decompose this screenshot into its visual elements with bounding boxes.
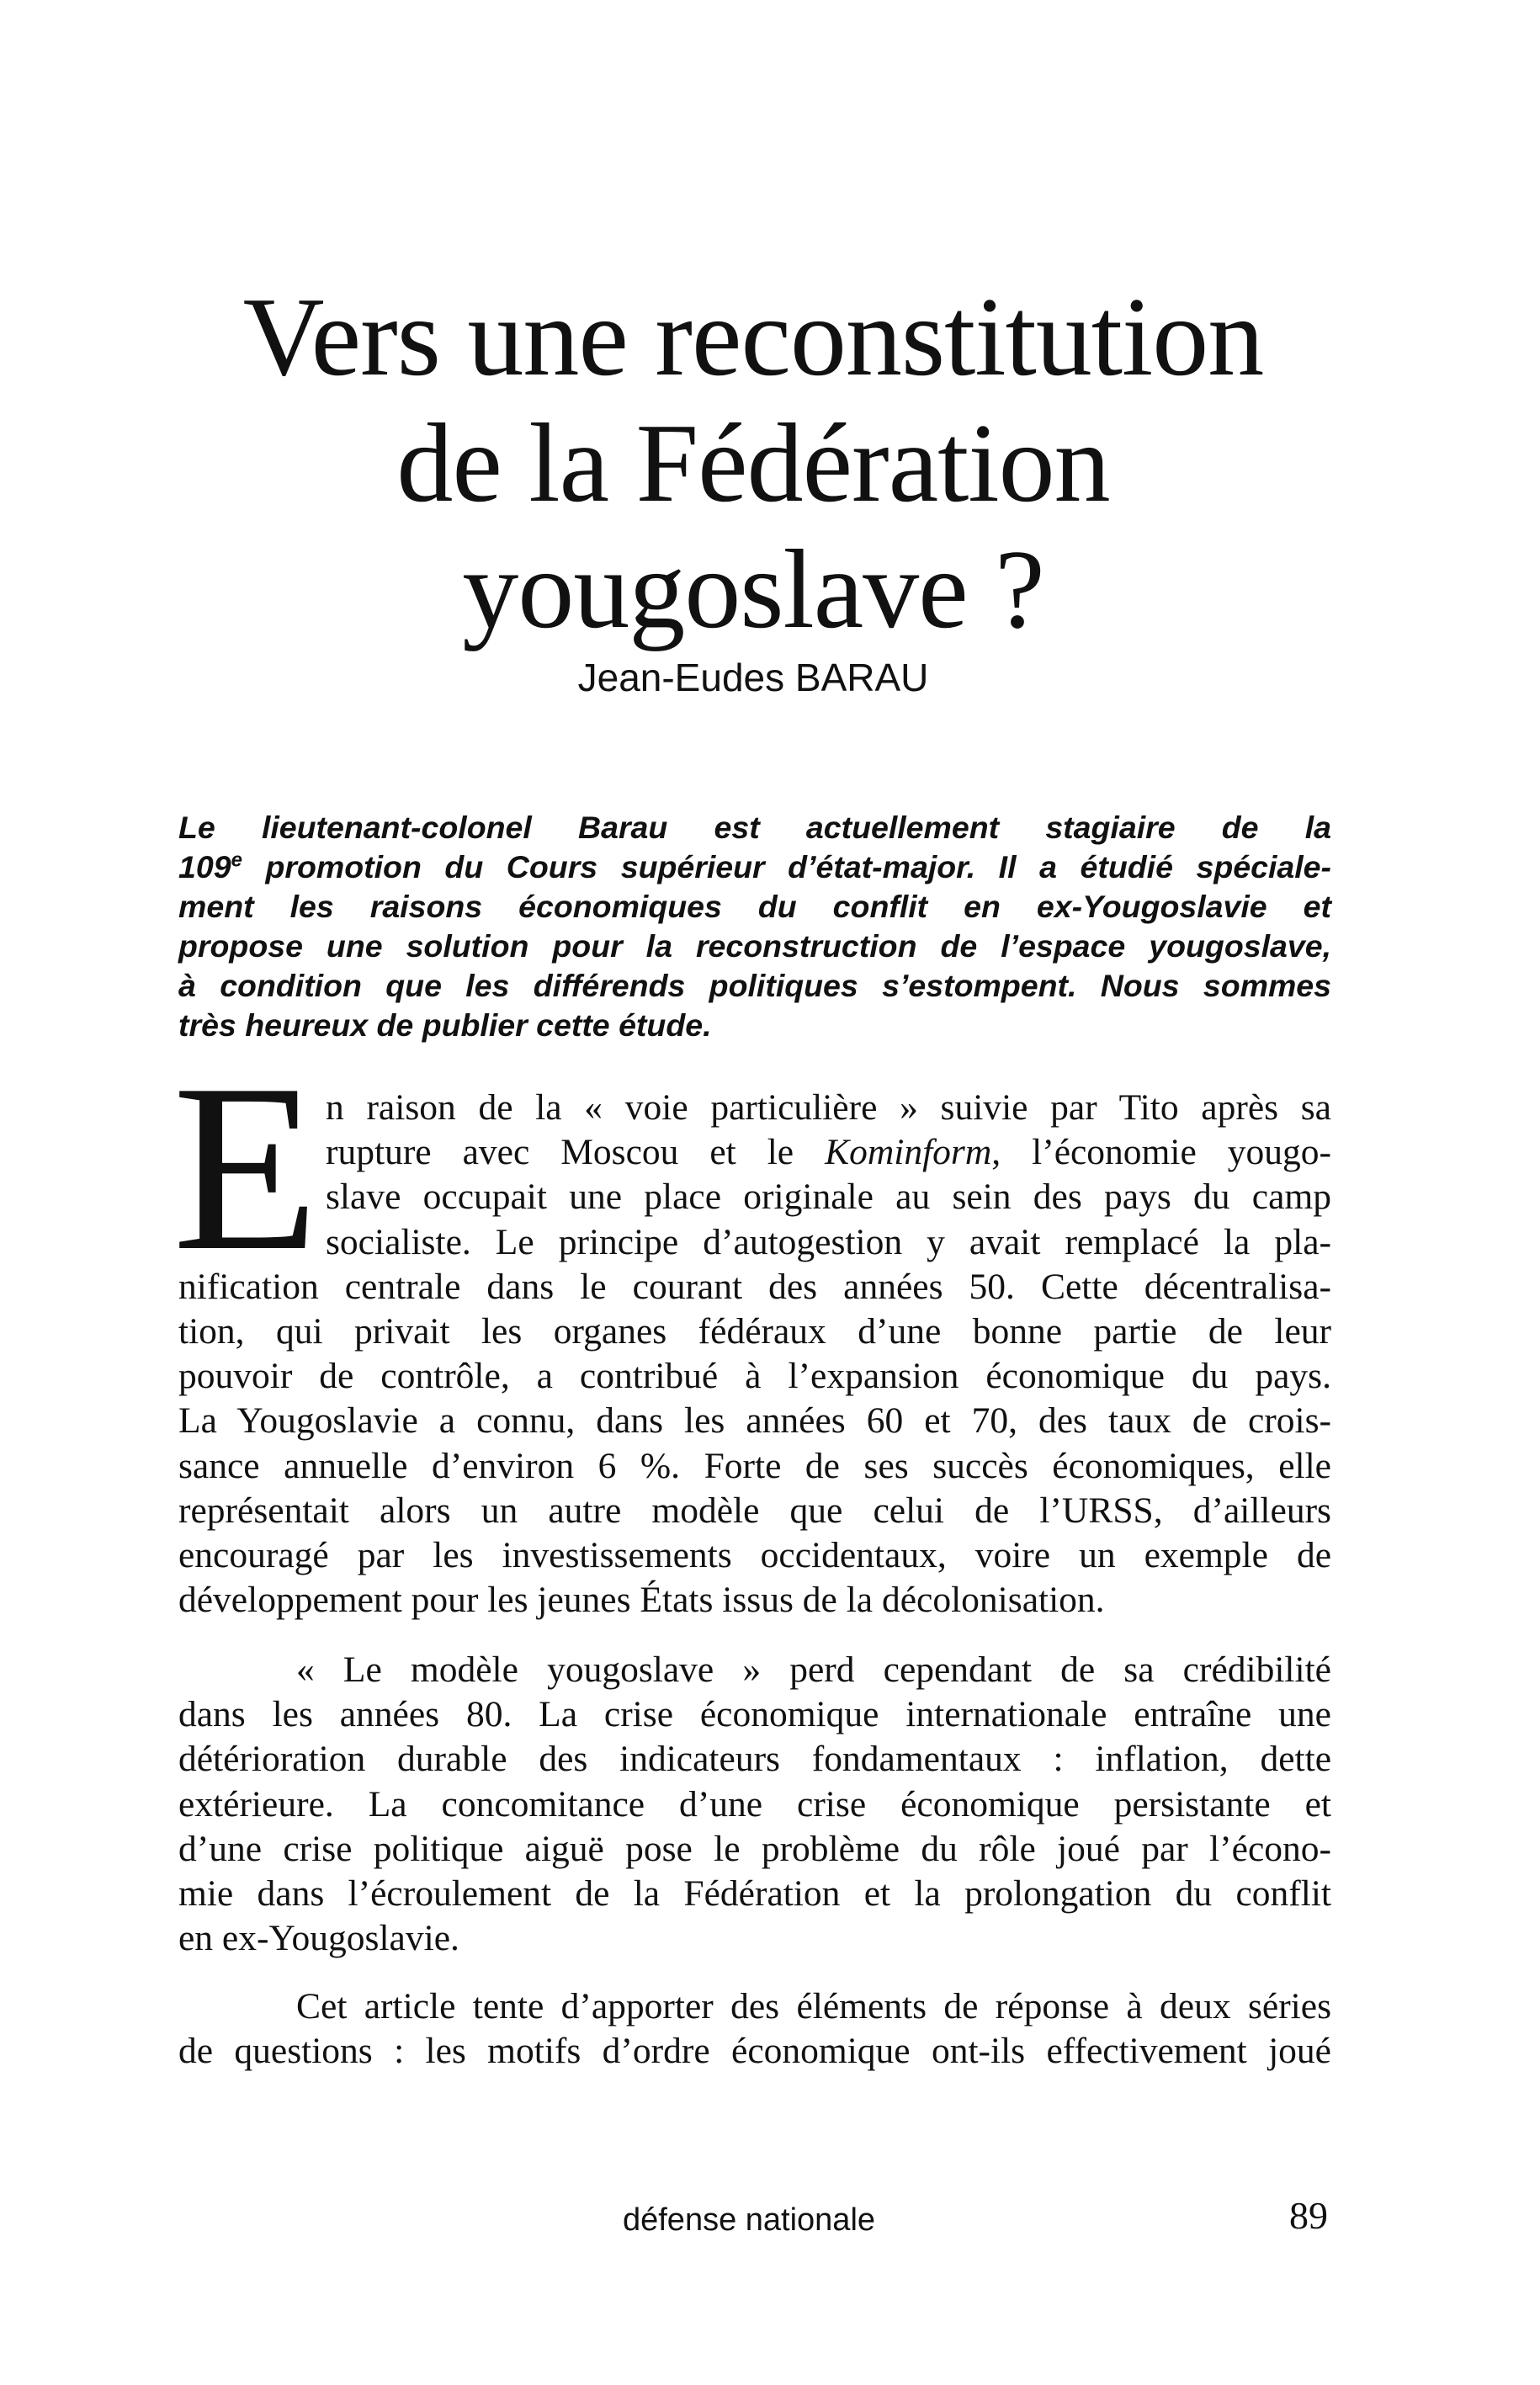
author-name: Jean-Eudes BARAU [577, 656, 929, 699]
abstract-line [178, 847, 1331, 887]
paragraph-line: développement pour les jeunes États issus de la décolonisation. [178, 1580, 1105, 1621]
paragraph-line: mie dans l’écroulement de la Fédération et la prolongation du conflit [178, 1873, 1331, 1915]
promotion-number: 109 [178, 849, 231, 884]
paragraph-line: slave occupait une place originale au sein des pays du camp [326, 1177, 1331, 1218]
paragraph-line: n raison de la « voie particulière » suivie par Tito après sa [326, 1087, 1331, 1128]
paragraph-line: d’une crise politique aiguë pose le problème du rôle joué par l’écono- [178, 1828, 1331, 1869]
paragraph-line: extérieure. La concomitance d’une crise économique persistante et [178, 1783, 1331, 1825]
paragraph-line: de questions : les motifs d’ordre économique ont-ils effectivement joué [178, 2031, 1331, 2072]
drop-cap: E [173, 1034, 320, 1300]
paragraph-line: dans les années 80. La crise économique internationale entraîne une [178, 1694, 1331, 1735]
journal-name: défense nationale [622, 2202, 876, 2238]
paragraph [178, 1648, 1331, 1961]
paragraph-line: socialiste. Le principe d’autogestion y avait remplacé la pla- [326, 1221, 1331, 1262]
paragraph-line: représentait alors un autre modèle que celui de l’URSS, d’ailleurs [178, 1490, 1331, 1531]
abstract-line: très heureux de publier cette étude. [178, 1007, 712, 1043]
page-number: 89 [1289, 2194, 1328, 2237]
paragraph-line: Cet article tente d’apporter des éléments de réponse à deux séries [296, 1986, 1331, 2026]
abstract-line: Le lieutenant-colonel Barau est actuellement stagiaire de la [178, 810, 1331, 845]
title-line: Vers une reconstitution [242, 274, 1264, 399]
paragraph-line: La Yougoslavie a connu, dans les années 60 et 70, des taux de crois- [178, 1400, 1331, 1442]
abstract-line: ment les raisons économiques du conflit en ex-Yougoslavie et [178, 889, 1331, 924]
author-abstract [178, 808, 1331, 1045]
abstract-line: propose une solution pour la reconstruction de l’espace yougoslave, [178, 928, 1331, 964]
paragraph-line: nification centrale dans le courant des années 50. Cette décentralisa- [178, 1266, 1331, 1307]
text-run: rupture avec Moscou et le [326, 1132, 826, 1173]
paragraph-line: sance annuelle d’environ 6 %. Forte de ses succès économiques, elle [178, 1445, 1331, 1486]
title-line: yougoslave ? [462, 527, 1044, 651]
paragraph [178, 1984, 1331, 2074]
paragraph-line: pouvoir de contrôle, a contribué à l’expansion économique du pays. [178, 1356, 1331, 1397]
article-title [126, 274, 1380, 652]
paragraph-line: détérioration durable des indicateurs fondamentaux : inflation, dette [178, 1739, 1331, 1780]
paragraph-line: encouragé par les investissements occidentaux, voire un exemple de [178, 1535, 1331, 1576]
text-run: , l’économie yougo- [991, 1132, 1331, 1173]
ordinal-suffix: e [231, 848, 242, 872]
paragraph-line: « Le modèle yougoslave » perd cependant de sa crédibilité [296, 1649, 1331, 1690]
abstract-line: à condition que les différends politiques s’estompent. Nous sommes [178, 968, 1331, 1003]
paragraph-line: tion, qui privait les organes fédéraux d’une bonne partie de leur [178, 1311, 1331, 1352]
abstract-text: promotion du Cours supérieur d’état-major. Il a étudié spéciale- [242, 849, 1331, 884]
italic-term: Kominform [825, 1132, 992, 1173]
paragraph-line [178, 1130, 1331, 1175]
paragraph [178, 1086, 1331, 1623]
paragraph-line: en ex-Yougoslavie. [178, 1918, 459, 1959]
title-line: de la Fédération [396, 401, 1110, 525]
